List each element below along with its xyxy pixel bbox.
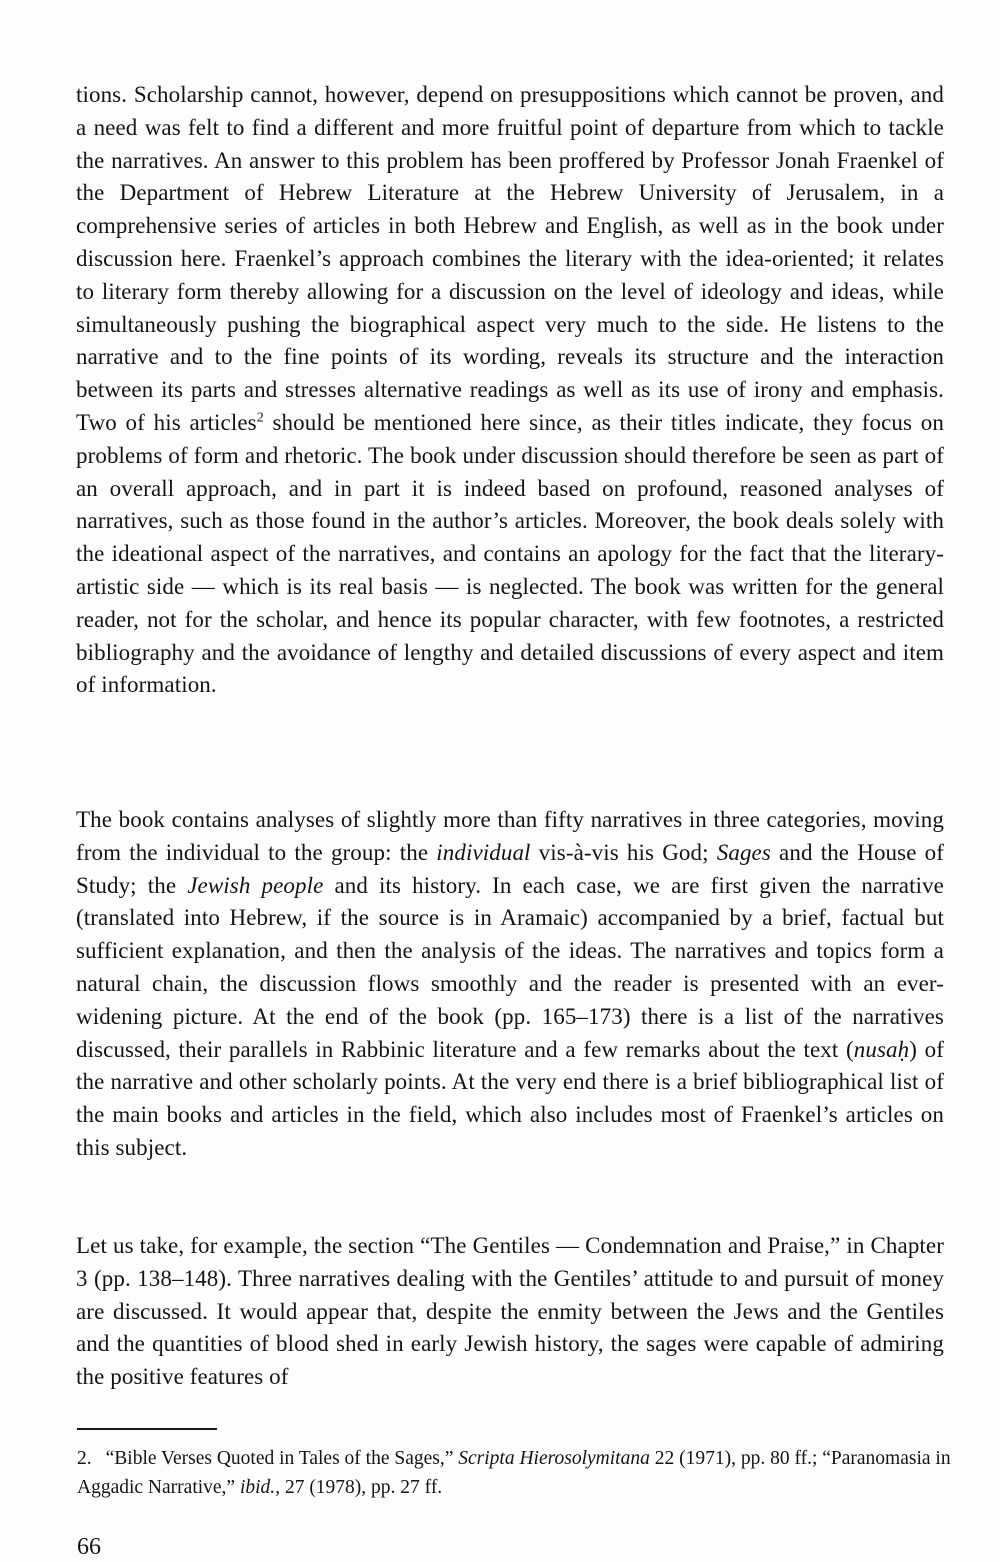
footnote-number: 2. [77,1448,92,1469]
paragraph-2-part-c: and the House of Study; the [76,839,944,898]
paragraph-2-part-e: ) of the narrative and other scholarly points. At the very end there is a brief bibliographical list of the main books and articles in the field, which also includes most of Fraenkel’s articles on this subject. [76,1036,944,1160]
paragraph-3: Let us take, for example, the section “The Gentiles — Condemnation and Praise,” in Chapter 3 (pp. 138–148). Three narratives dealing with the Gentiles’ attitude to and pursuit of money are discussed. It would appear that, despite the enmity between the Jews and the Gentiles and the quantities of blood shed in early Jewish history, the sages were capable of admiring the positive features of [76,1233,944,1390]
footnote-part-c: , 27 (1978), pp. 27 ff. [275,1477,443,1498]
italic-individual: individual [436,839,531,865]
paragraph-1-container [76,79,944,702]
footnote-ibid: ibid. [239,1477,276,1498]
footnote-divider [77,1428,217,1430]
paragraph-2-part-d: and its history. In each case, we are first given the narrative (translated into Hebrew, if the source is in Aramaic) accompanied by a brief, factual but sufficient explanation, and then the analysis of the ideas. The narratives and topics form a natural chain, the discussion flows smoothly and the reader is presented with an ever-widening picture. At the end of the book (pp. 165–173) there is a list of the narratives discussed, their parallels in Rabbinic literature and a few remarks about the text ( [76,872,944,1062]
paragraph-1 [76,79,944,702]
italic-sages: Sages [716,839,771,865]
footnote-reference: 2 [256,410,264,426]
italic-nusah: nusaḥ [853,1036,910,1062]
footnote-part-a: “Bible Verses Quoted in Tales of the Sages,” [105,1448,459,1469]
paragraph-3-container [76,1230,944,1394]
footnote-part-b: 22 (1971), pp. 80 ff.; “Paranomasia in Aggadic Narrative,” [77,1448,951,1498]
paragraph-2-container [76,804,944,1165]
paragraph-2 [76,804,944,1165]
paragraph-1-part-b: should be mentioned here since, as their titles indicate, they focus on problems of form and rhetoric. The book under discussion should therefore be seen as part of an overall approach, and in part it is indeed based on profound, reasoned analyses of narratives, such as those found in the author’s articles. Moreover, the book deals solely with the ideational aspect of the narratives, and contains an apology for the fact that the literary-artistic side — which is its real basis — is neglected. The book was written for the general reader, not for the scholar, and hence its popular character, with few footnotes, a restricted bibliography and the avoidance of lengthy and detailed discussions of every aspect and item of information. [76,409,944,698]
paragraph-2-part-b: vis-à-vis his God; [530,839,717,865]
page-number: 66 [77,1534,101,1560]
paragraph-2-part-a: The book contains analyses of slightly more than fifty narratives in three categories, moving from the individual to the group: the [76,807,944,865]
italic-jewish-people: Jewish people [187,872,324,898]
footnote [77,1444,987,1502]
paragraph-1-part-a: tions. Scholarship cannot, however, depend on presuppositions which cannot be proven, and a need was felt to find a different and more fruitful point of departure from which to tackle the narratives. An answer to this problem has been proffered by Professor Jonah Fraenkel of the Department of Hebrew Literature at the Hebrew University of Jerusalem, in a comprehensive series of articles in both Hebrew and English, as well as in the book under discussion here. Fraenkel’s approach combines the literary with the idea-oriented; it relates to literary form thereby allowing for a discussion on the level of ideology and ideas, while simultaneously pushing the biographical aspect very much to the side. He listens to the narrative and to the fine points of its wording, reveals its structure and the interaction between its parts and stresses alternative readings as well as its use of irony and emphasis. Two of his articles [76,82,944,435]
footnote-journal-title: Scripta Hierosolymitana [458,1448,650,1469]
